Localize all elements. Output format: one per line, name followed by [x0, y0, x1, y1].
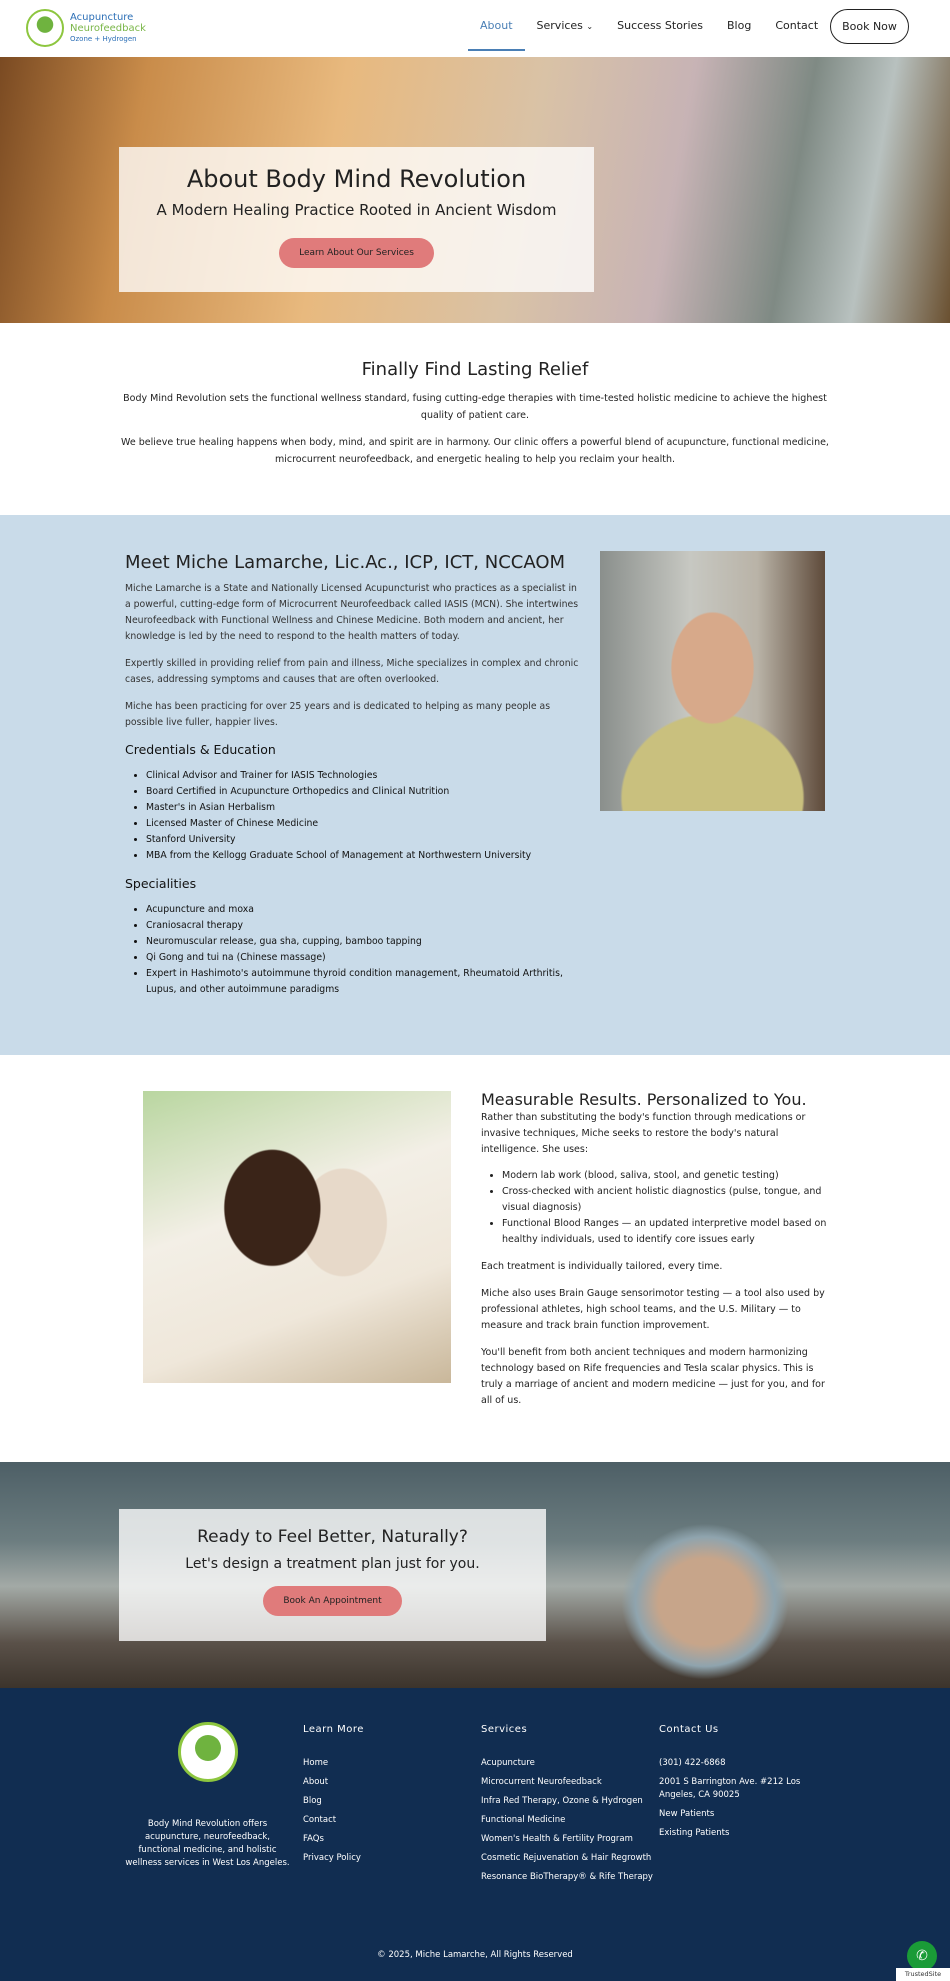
cta-section	[0, 1462, 950, 1688]
footer-services	[481, 1724, 653, 1890]
footer-learn-more	[303, 1724, 364, 1871]
list-item: • Functional Blood Ranges — an updated interpretive model based on healthy individuals, used to identify core issues early	[502, 1216, 831, 1248]
credentials-title: Credentials & Education	[125, 742, 276, 757]
footer-description: Body Mind Revolution offers acupuncture, neurofeedback, functional medicine, and holistic wellness services in West Los Angeles.	[125, 1819, 290, 1868]
results-section	[0, 1055, 950, 1462]
footer-service-link[interactable]: Microcurrent Neurofeedback	[481, 1777, 602, 1787]
footer-link-blog[interactable]: Blog	[303, 1796, 322, 1806]
logo-line2: Neurofeedback	[70, 22, 146, 34]
footer-service-link[interactable]: Infra Red Therapy, Ozone & Hydrogen	[481, 1796, 643, 1806]
cta-box	[119, 1509, 546, 1641]
footer-service-link[interactable]: Functional Medicine	[481, 1815, 566, 1825]
list-item: • Stanford University	[146, 832, 585, 848]
intro-title: Finally Find Lasting Relief	[361, 359, 589, 380]
list-item: • Master's in Asian Herbalism	[146, 800, 585, 816]
copyright: © 2025, Miche Lamarche, All Rights Reserved	[377, 1950, 573, 1960]
footer-service-link[interactable]: Resonance BioTherapy® & Rife Therapy	[481, 1872, 653, 1882]
intro-section	[0, 323, 950, 515]
site-header	[0, 0, 950, 57]
nav-success-stories[interactable]: Success Stories	[617, 19, 704, 32]
footer-phone[interactable]: (301) 422-6868	[659, 1758, 726, 1768]
specialities-list	[125, 902, 585, 998]
footer-service-link[interactable]: Women's Health & Fertility Program	[481, 1834, 633, 1844]
bio-title: Meet Miche Lamarche, Lic.Ac., ICP, ICT, NCCAOM	[125, 552, 566, 573]
list-item: • Acupuncture and moxa	[146, 902, 585, 918]
list-item: • Clinical Advisor and Trainer for IASIS Technologies	[146, 768, 585, 784]
list-item: • Cross-checked with ancient holistic diagnostics (pulse, tongue, and visual diagnosis)	[502, 1184, 831, 1216]
nav-about[interactable]: About	[468, 0, 525, 57]
list-item: • Modern lab work (blood, saliva, stool, and genetic testing)	[502, 1168, 831, 1184]
list-item: • Licensed Master of Chinese Medicine	[146, 816, 585, 832]
footer-link-home[interactable]: Home	[303, 1758, 329, 1768]
site-footer	[0, 1688, 950, 1981]
hero-box	[119, 147, 594, 292]
intro-p1: Body Mind Revolution sets the functional wellness standard, fusing cutting-edge therapies with time-tested holistic medicine to achieve the highest quality of patient care.	[123, 393, 827, 421]
hero-title: About Body Mind Revolution	[186, 165, 527, 193]
results-p4: You'll benefit from both ancient techniques and modern harmonizing technology based on Rife frequencies and Tesla scalar physics. This is truly a marriage of ancient and modern medicine — just for you, and for all of us.	[481, 1347, 825, 1406]
footer-link-faqs[interactable]: FAQs	[303, 1834, 324, 1844]
nav-contact[interactable]: Contact	[775, 19, 819, 32]
intro-p2: We believe true healing happens when body, mind, and spirit are in harmony. Our clinic offers a powerful blend of acupuncture, functional medicine, microcurrent neurofeedback, and energetic healing to help you reclaim your health.	[121, 437, 829, 465]
logo-tree-icon	[26, 9, 64, 47]
trustedsite-badge[interactable]: TrustedSite	[896, 1968, 950, 1981]
portrait-photo	[600, 551, 825, 811]
footer-contact-title: Contact Us	[659, 1724, 719, 1735]
nav-services[interactable]	[525, 0, 606, 57]
learn-services-button[interactable]: Learn About Our Services	[279, 238, 434, 268]
results-list	[481, 1168, 831, 1248]
footer-logo-icon[interactable]	[178, 1722, 238, 1782]
results-p1: Rather than substituting the body's function through medications or invasive techniques, Miche seeks to restore the body's natural intelligence. She uses:	[481, 1112, 806, 1155]
bio-section	[0, 515, 950, 1055]
footer-services-title: Services	[481, 1724, 528, 1735]
credentials-list	[125, 768, 585, 864]
results-p2: Each treatment is individually tailored, every time.	[481, 1261, 723, 1272]
bio-p3: Miche has been practicing for over 25 years and is dedicated to helping as many people as possible live fuller, happier lives.	[125, 701, 551, 728]
chevron-down-icon: ⌄	[586, 22, 594, 31]
list-item: • MBA from the Kellogg Graduate School of Management at Northwestern University	[146, 848, 585, 864]
footer-new-patients[interactable]: New Patients	[659, 1809, 715, 1819]
list-item: • Craniosacral therapy	[146, 918, 585, 934]
book-appointment-button[interactable]: Book An Appointment	[263, 1586, 401, 1616]
nav-services-label: Services	[536, 19, 583, 32]
list-item: • Expert in Hashimoto's autoimmune thyroid condition management, Rheumatoid Arthritis, Lupus, and other autoimmune paradigms	[146, 966, 585, 998]
footer-contact	[659, 1724, 829, 1846]
results-title: Measurable Results. Personalized to You.	[481, 1090, 807, 1109]
book-now-button[interactable]: Book Now	[830, 9, 909, 44]
footer-service-link[interactable]: Acupuncture	[481, 1758, 535, 1768]
phone-chat-icon[interactable]: ✆	[907, 1941, 937, 1971]
footer-learn-more-title: Learn More	[303, 1724, 364, 1735]
footer-link-privacy[interactable]: Privacy Policy	[303, 1853, 361, 1863]
hero-subtitle: A Modern Healing Practice Rooted in Ancient Wisdom	[156, 201, 557, 219]
logo[interactable]	[26, 9, 146, 47]
logo-line1: Acupuncture	[70, 11, 134, 23]
family-beach-photo	[560, 1472, 850, 1688]
list-item: • Qi Gong and tui na (Chinese massage)	[146, 950, 585, 966]
footer-address: 2001 S Barrington Ave. #212 Los Angeles, CA 90025	[659, 1777, 801, 1800]
bio-p1: Miche Lamarche is a State and Nationally Licensed Acupuncturist who practices as a specialist in a powerful, cutting-edge form of Microcurrent Neurofeedback called IASIS (MCN). She intertwines Neurofeedback with Functional Wellness and Chinese Medicine. Both modern and ancient, her knowledge is led by the need to respond to the health matters of today.	[125, 583, 579, 642]
list-item: • Board Certified in Acupuncture Orthopedics and Clinical Nutrition	[146, 784, 585, 800]
footer-link-about[interactable]: About	[303, 1777, 329, 1787]
footer-existing-patients[interactable]: Existing Patients	[659, 1828, 730, 1838]
footer-link-contact[interactable]: Contact	[303, 1815, 337, 1825]
cta-title: Ready to Feel Better, Naturally?	[197, 1527, 468, 1547]
cta-subtitle: Let's design a treatment plan just for you.	[185, 1556, 480, 1572]
logo-line3: Ozone + Hydrogen	[70, 34, 137, 43]
footer-service-link[interactable]: Cosmetic Rejuvenation & Hair Regrowth	[481, 1853, 652, 1863]
list-item: • Neuromuscular release, gua sha, cupping, bamboo tapping	[146, 934, 585, 950]
bio-p2: Expertly skilled in providing relief from pain and illness, Miche specializes in complex and chronic cases, addressing symptoms and causes that are often overlooked.	[125, 658, 579, 685]
main-nav	[468, 0, 830, 57]
hero-section	[0, 57, 950, 323]
specialities-title: Specialities	[125, 876, 197, 891]
nav-blog[interactable]: Blog	[727, 19, 752, 32]
mother-child-photo	[143, 1091, 451, 1383]
results-p3: Miche also uses Brain Gauge sensorimotor testing — a tool also used by professional athletes, high school teams, and the U.S. Military — to measure and track brain function improvement.	[481, 1288, 825, 1331]
